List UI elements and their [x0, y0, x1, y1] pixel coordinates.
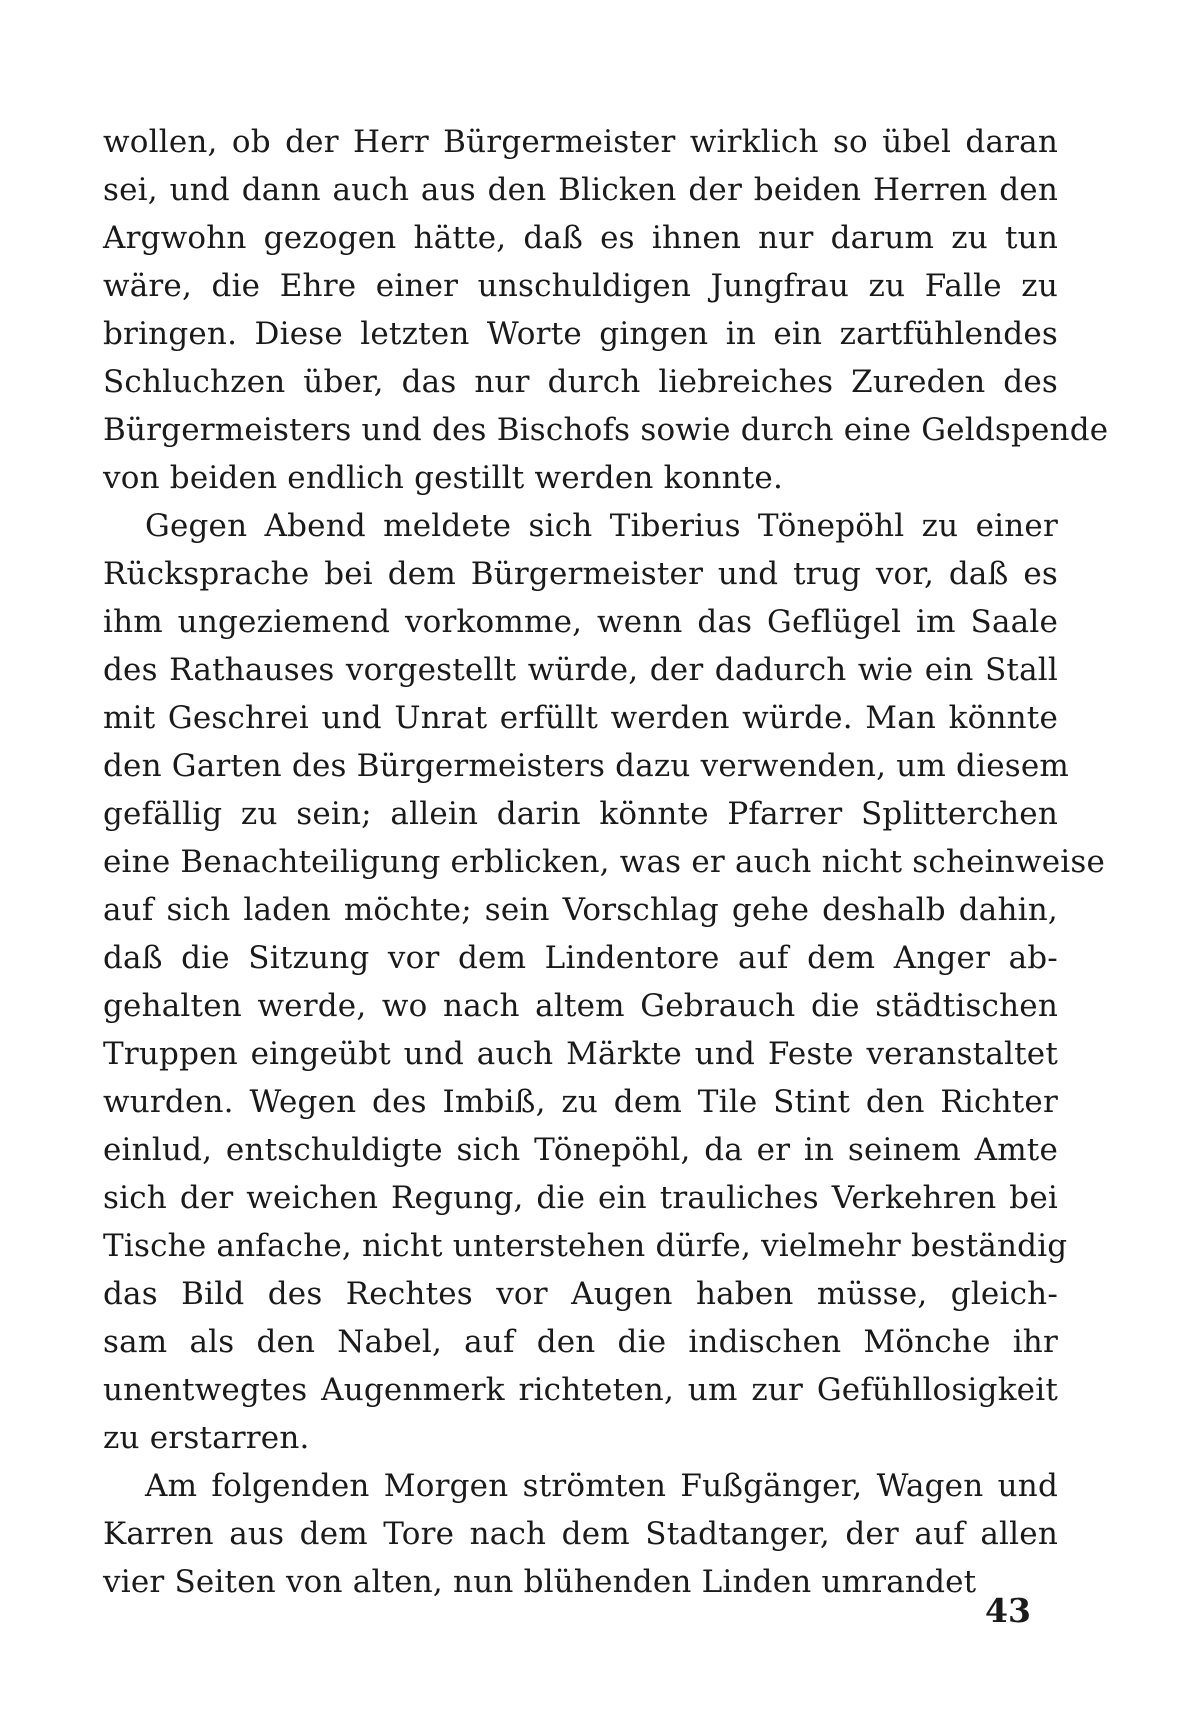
text-line: vier Seiten von alten, nun blühenden Linden umrandet	[103, 1564, 977, 1600]
text-line: von beiden endlich gestillt werden konnte.	[103, 460, 784, 496]
paragraph	[103, 502, 1106, 1462]
text-line: Schluchzen über, das nur durch liebreiches Zureden des	[103, 364, 1058, 400]
text-line: sei, und dann auch aus den Blicken der beiden Herren den	[103, 172, 1058, 208]
text-line: das Bild des Rechtes vor Augen haben müsse, gleich-	[103, 1276, 1058, 1312]
text-line: einlud, entschuldigte sich Tönepöhl, da er in seinem Amte	[103, 1132, 1058, 1168]
text-line: mit Geschrei und Unrat erfüllt werden würde. Man könnte	[103, 700, 1058, 736]
text-line: sam als den Nabel, auf den die indischen Mönche ihr	[103, 1324, 1058, 1360]
text-line: gefällig zu sein; allein darin könnte Pfarrer Splitterchen	[103, 796, 1058, 832]
text-line: eine Benachteiligung erblicken, was er auch nicht scheinweise	[103, 844, 1106, 880]
text-line: zu erstarren.	[103, 1420, 310, 1456]
text-line: unentwegtes Augenmerk richteten, um zur Gefühllosigkeit	[103, 1372, 1058, 1408]
text-line: daß die Sitzung vor dem Lindentore auf dem Anger ab-	[103, 940, 1058, 976]
text-line: Truppen eingeübt und auch Märkte und Feste veranstaltet	[103, 1036, 1058, 1072]
text-line: wäre, die Ehre einer unschuldigen Jungfrau zu Falle zu	[103, 268, 1058, 304]
text-line: wurden. Wegen des Imbiß, zu dem Tile Stint den Richter	[103, 1084, 1058, 1120]
text-line: Karren aus dem Tore nach dem Stadtanger, der auf allen	[103, 1516, 1058, 1552]
text-line: Rücksprache bei dem Bürgermeister und trug vor, daß es	[103, 556, 1058, 592]
text-line: Gegen Abend meldete sich Tiberius Tönepöhl zu einer	[145, 508, 1058, 544]
text-line: wollen, ob der Herr Bürgermeister wirklich so übel daran	[103, 124, 1058, 160]
text-line: gehalten werde, wo nach altem Gebrauch die städtischen	[103, 988, 1058, 1024]
text-line: Am folgenden Morgen strömten Fußgänger, Wagen und	[145, 1468, 1058, 1504]
text-line: den Garten des Bürgermeisters dazu verwenden, um diesem	[103, 748, 1070, 784]
text-line: Bürgermeisters und des Bischofs sowie durch eine Geldspende	[103, 412, 1109, 448]
text-line: sich der weichen Regung, die ein trauliches Verkehren bei	[103, 1180, 1058, 1216]
body-text	[103, 118, 1109, 1606]
page-number: 43	[985, 1591, 1031, 1630]
text-line: Argwohn gezogen hätte, daß es ihnen nur darum zu tun	[103, 220, 1058, 256]
text-line: auf sich laden möchte; sein Vorschlag gehe deshalb dahin,	[103, 892, 1058, 928]
text-line: ihm ungeziemend vorkomme, wenn das Geflügel im Saale	[103, 604, 1058, 640]
paragraph	[103, 1462, 1058, 1606]
text-line: Tische anfache, nicht unterstehen dürfe, vielmehr beständig	[103, 1228, 1068, 1264]
text-line: bringen. Diese letzten Worte gingen in ein zartfühlendes	[103, 316, 1058, 352]
text-line: des Rathauses vorgestellt würde, der dadurch wie ein Stall	[103, 652, 1058, 688]
paragraph	[103, 118, 1109, 502]
